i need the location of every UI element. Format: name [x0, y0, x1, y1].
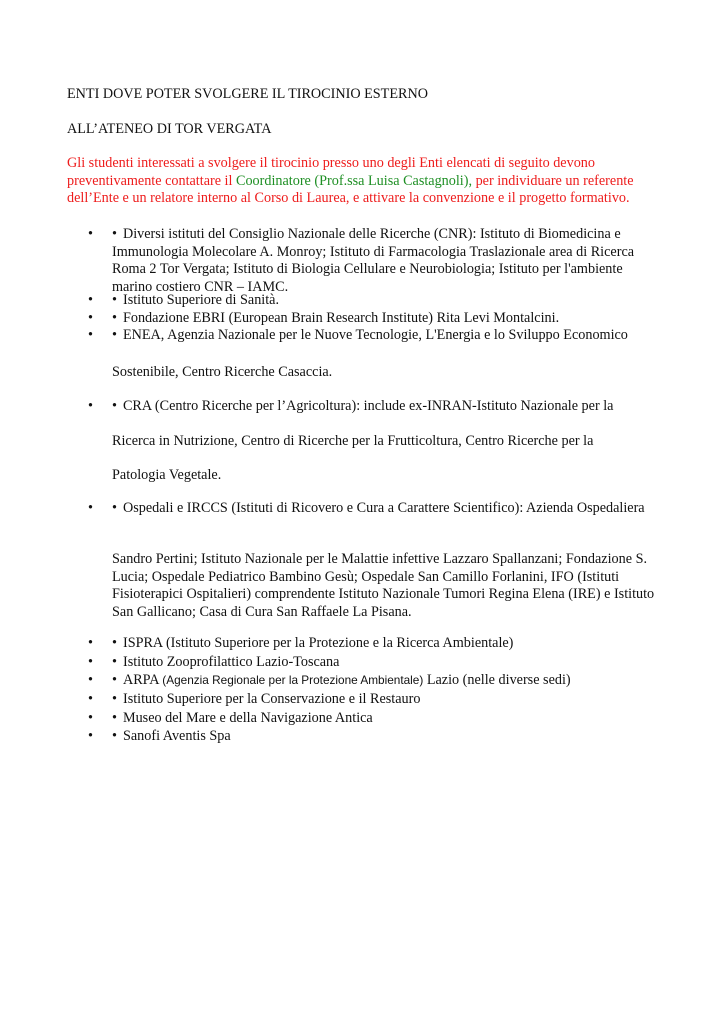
notice-text-2: per individuare un referente dell’Ente e un relatore interno al Corso di Laurea, e attivare la convenzione e il progetto formativo. [67, 172, 634, 206]
list-bullet: • [88, 691, 93, 707]
entity-expansion: (Agenzia Regionale per la Protezione Ambientale) [162, 673, 424, 687]
inner-bullet: • [112, 672, 117, 688]
list-item-continuation: Sostenibile, Centro Ricerche Casaccia. [112, 364, 333, 380]
inner-bullet: • [112, 292, 117, 308]
entity-name: ARPA [122, 672, 163, 688]
list-item-continuation: Patologia Vegetale. [112, 467, 222, 483]
list-item-text [112, 500, 660, 518]
list-bullet: • [88, 672, 93, 688]
entity-name: Museo del Mare e della Navigazione Antica [122, 710, 373, 726]
list-bullet: • [88, 292, 93, 308]
list-item-text [112, 310, 660, 328]
list-bullet: • [88, 654, 93, 670]
list-item-text [112, 398, 660, 416]
inner-bullet: • [112, 728, 117, 744]
entity-name: Diversi istituti del Consiglio Nazionale delle Ricerche (CNR): Istituto di Biomedicina e Immunologia Molecolare A. Monroy; Istituto di Farmacologia Traslazionale area di Ricerca Roma 2 Tor Vergata; Istituto di Biologia Cellulare e Neurobiologia; Istituto per l'ambiente marino costiero CNR – IAMC. [112, 226, 635, 295]
list-item-text [112, 654, 660, 672]
list-bullet: • [88, 710, 93, 726]
inner-bullet: • [112, 710, 117, 726]
inner-bullet: • [112, 327, 117, 343]
list-item-text [112, 327, 660, 345]
inner-bullet: • [112, 654, 117, 670]
list-bullet: • [88, 327, 93, 343]
list-bullet: • [88, 398, 93, 414]
document-title: ENTI DOVE POTER SVOLGERE IL TIROCINIO ESTERNO [67, 86, 428, 102]
entity-name: Istituto Superiore di Sanità. [122, 292, 280, 308]
list-bullet: • [88, 728, 93, 744]
list-item-text [112, 710, 660, 728]
inner-bullet: • [112, 398, 117, 414]
list-item-text [112, 226, 660, 296]
inner-bullet: • [112, 226, 117, 242]
entity-name-tail: Lazio (nelle diverse sedi) [423, 672, 571, 688]
entity-name: CRA (Centro Ricerche per l’Agricoltura): include ex-INRAN-Istituto Nazionale per la [122, 398, 614, 414]
list-bullet: • [88, 226, 93, 242]
list-bullet: • [88, 500, 93, 516]
list-item-text [112, 728, 660, 746]
inner-bullet: • [112, 691, 117, 707]
list-item-text [112, 672, 660, 690]
list-item-continuation: Sandro Pertini; Istituto Nazionale per le Malattie infettive Lazzaro Spallanzani; Fondazione S. Lucia; Ospedale Pediatrico Bambino Gesù; Ospedale San Camillo Forlanini, IFO (Istituti Fisioterapici Ospitalieri) comprendente Istituto Nazionale Tumori Regina Elena (IRE) e Istituto San Gallicano; Casa di Cura San Raffaele La Pisana. [112, 551, 655, 620]
entity-name: Istituto Superiore per la Conservazione e il Restauro [122, 691, 421, 707]
list-item-text [112, 691, 660, 709]
inner-bullet: • [112, 310, 117, 326]
list-bullet: • [88, 310, 93, 326]
coordinator-name: Coordinatore (Prof.ssa Luisa Castagnoli), [236, 172, 473, 189]
list-item-text [112, 292, 660, 310]
entity-name: Ospedali e IRCCS (Istituti di Ricovero e Cura a Carattere Scientifico): Azienda Ospedaliera [122, 500, 645, 516]
document-subtitle: ALL’ATENEO DI TOR VERGATA [67, 121, 272, 137]
entity-name: ENEA, Agenzia Nazionale per le Nuove Tecnologie, L'Energia e lo Sviluppo Economico [122, 327, 628, 343]
list-item-text [112, 635, 660, 653]
entity-name: Istituto Zooprofilattico Lazio-Toscana [122, 654, 340, 670]
inner-bullet: • [112, 500, 117, 516]
list-bullet: • [88, 635, 93, 651]
entity-name: Fondazione EBRI (European Brain Research Institute) Rita Levi Montalcini. [122, 310, 560, 326]
notice-text-1: Gli studenti interessati a svolgere il tirocinio presso uno degli Enti elencati di seguito devono preventivamente contattare il [67, 155, 595, 189]
notice-paragraph [67, 155, 667, 208]
list-item-continuation: Ricerca in Nutrizione, Centro di Ricerche per la Frutticoltura, Centro Ricerche per la [112, 433, 594, 449]
entity-name: ISPRA (Istituto Superiore per la Protezione e la Ricerca Ambientale) [122, 635, 514, 651]
entity-name: Sanofi Aventis Spa [122, 728, 231, 744]
inner-bullet: • [112, 635, 117, 651]
